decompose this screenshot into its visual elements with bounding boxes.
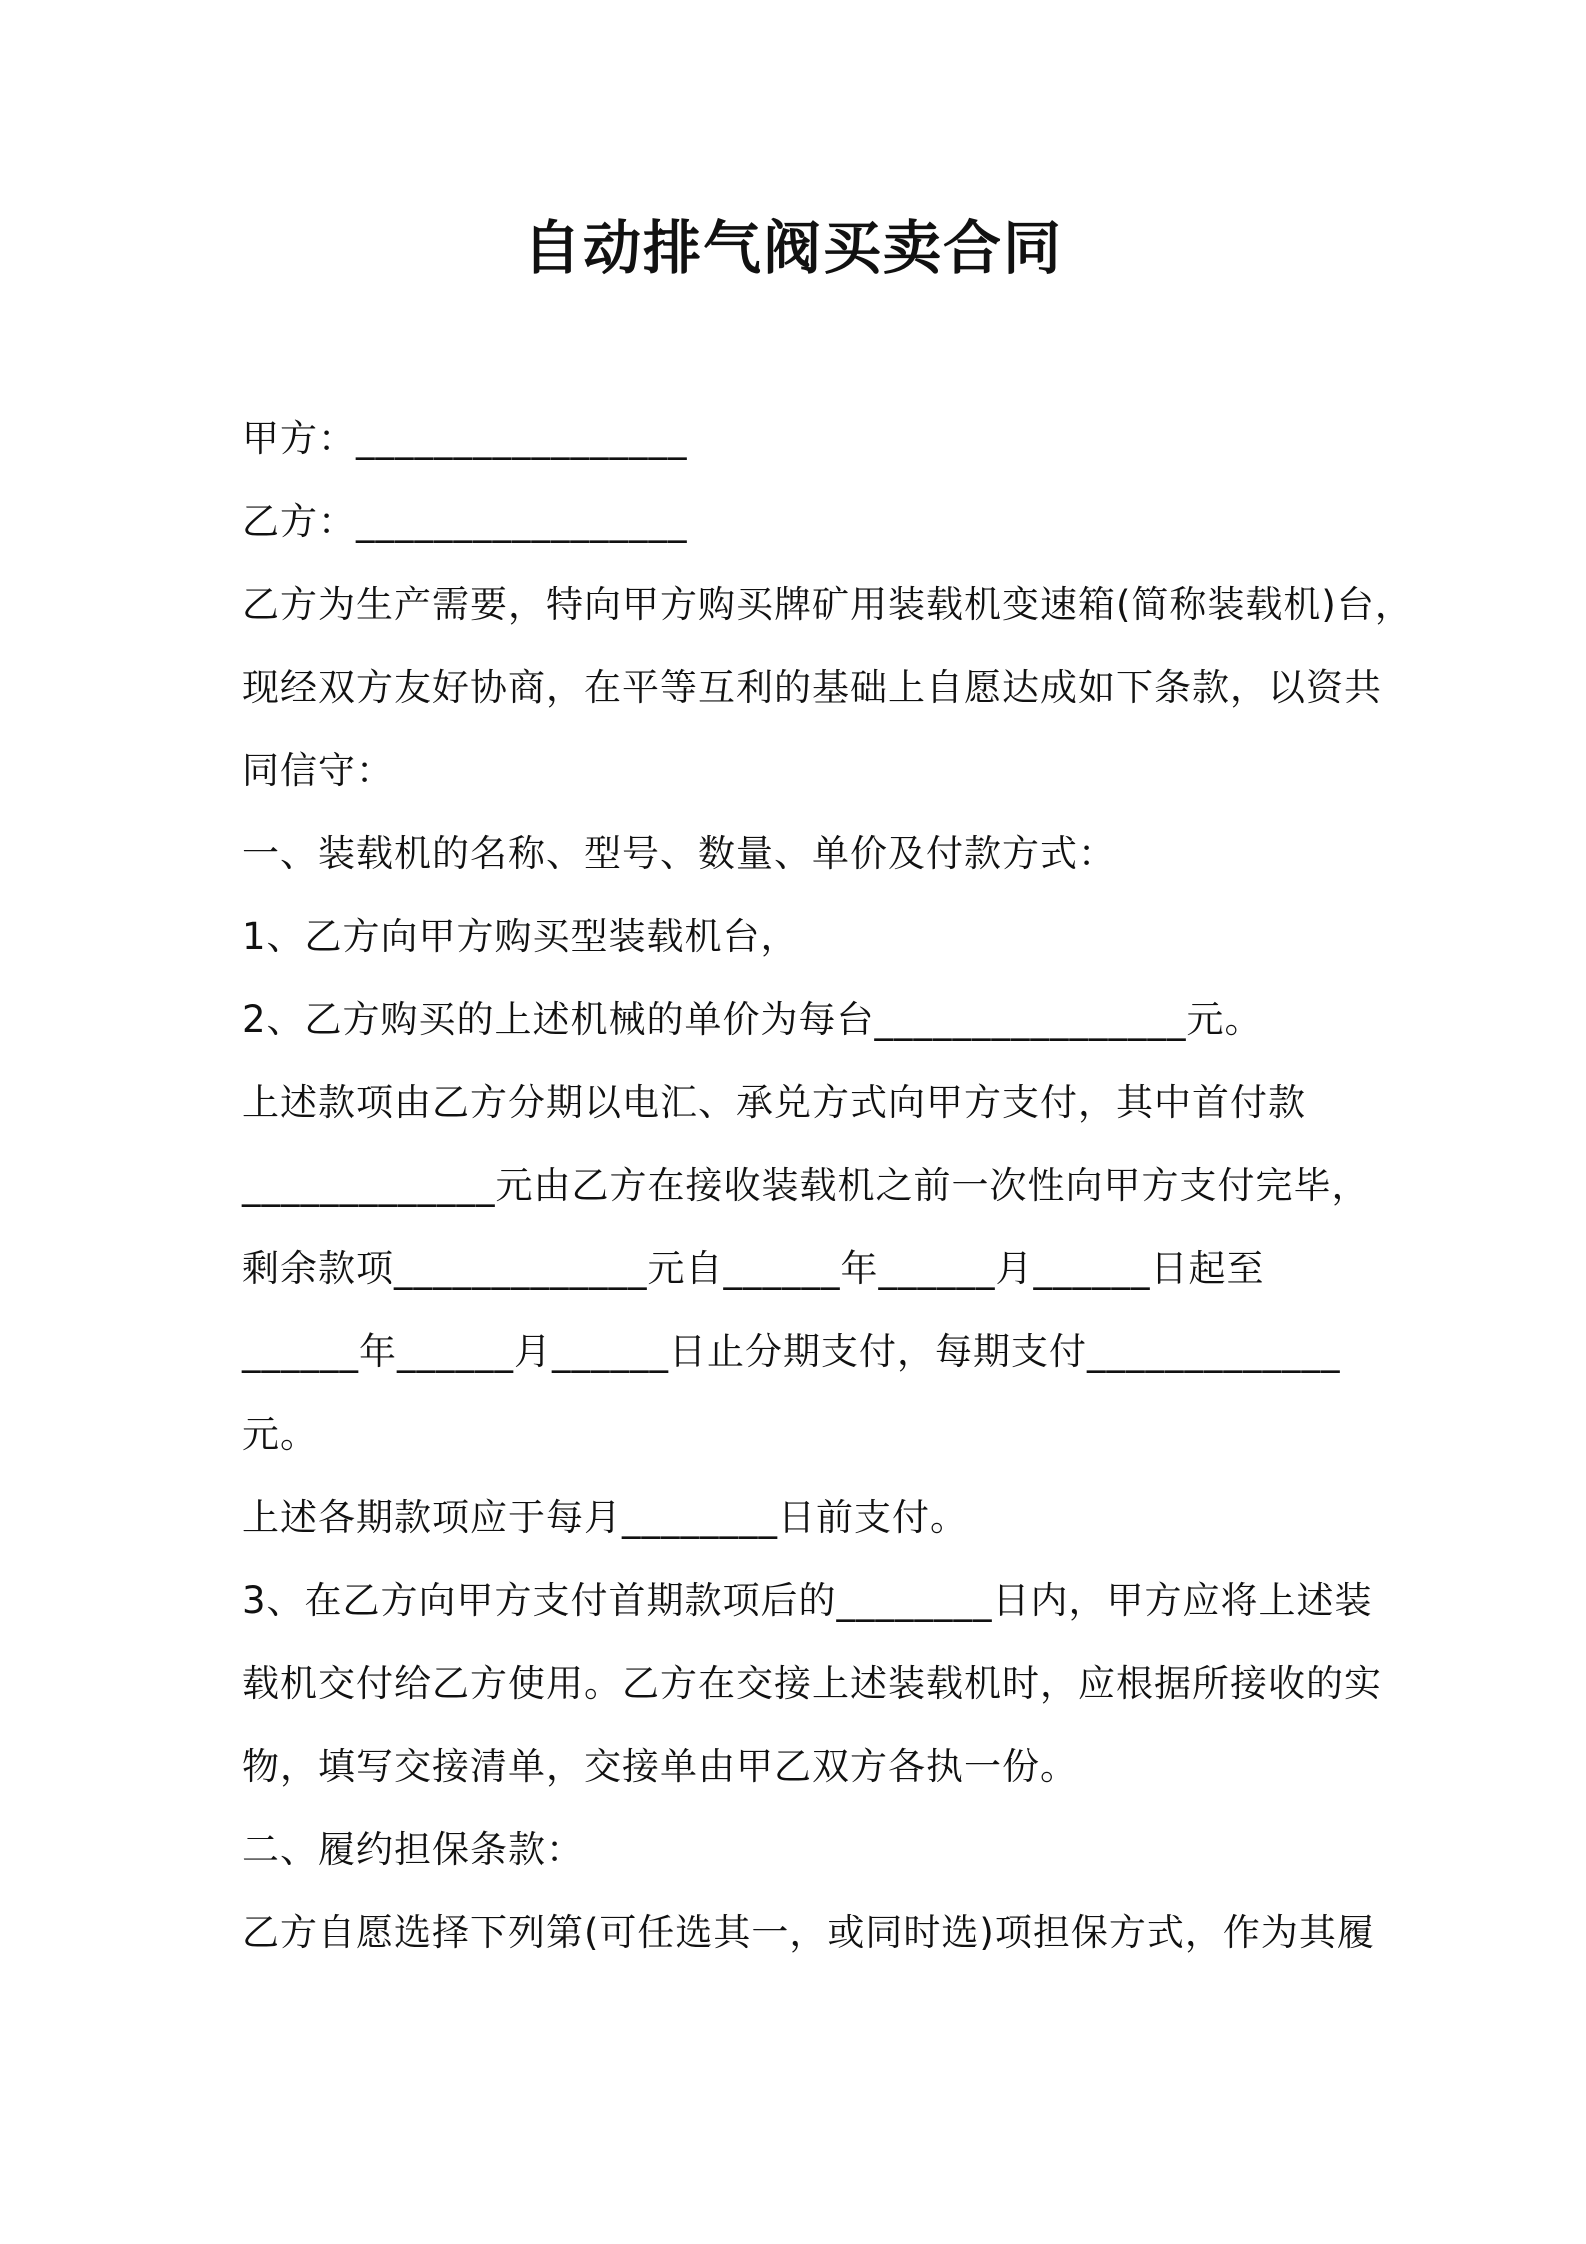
section-2-line-1: 乙方自愿选择下列第(可任选其一，或同时选)项担保方式，作为其履 [242, 1911, 1375, 1954]
payment-line-5: 元。 [242, 1413, 318, 1456]
preamble-line-3: 同信守： [242, 749, 394, 792]
clause-1-2: 2、乙方购买的上述机械的单价为每台________________元。 [242, 998, 1263, 1041]
preamble-line-1: 乙方为生产需要，特向甲方购买牌矿用装载机变速箱(简称装载机)台， [242, 583, 1413, 626]
document-body [242, 397, 1413, 1974]
payment-line-4: ______年______月______日止分期支付，每期支付_____________ [242, 1330, 1341, 1373]
payment-line-3: 剩余款项_____________元自______年______月______日起至 [242, 1247, 1265, 1290]
document-title: 自动排气阀买卖合同 [522, 214, 1063, 282]
clause-1-1: 1、乙方向甲方购买型装载机台， [242, 915, 799, 958]
payment-due-line: 上述各期款项应于每月________日前支付。 [242, 1496, 968, 1539]
party-a-line: 甲方：_________________ [242, 417, 688, 460]
party-b-line: 乙方：_________________ [242, 500, 688, 543]
clause-1-3-line-2: 载机交付给乙方使用。乙方在交接上述装载机时，应根据所接收的实 [242, 1662, 1382, 1705]
preamble-line-2: 现经双方友好协商，在平等互利的基础上自愿达成如下条款，以资共 [242, 666, 1382, 709]
section-1-heading: 一、装载机的名称、型号、数量、单价及付款方式： [242, 832, 1116, 875]
payment-line-1: 上述款项由乙方分期以电汇、承兑方式向甲方支付，其中首付款 [242, 1081, 1306, 1124]
payment-line-2: _____________元由乙方在接收装载机之前一次性向甲方支付完毕， [242, 1164, 1370, 1207]
section-2-heading: 二、履约担保条款： [242, 1828, 584, 1871]
clause-1-3-line-3: 物，填写交接清单，交接单由甲乙双方各执一份。 [242, 1745, 1078, 1788]
clause-1-3-line-1: 3、在乙方向甲方支付首期款项后的________日内，甲方应将上述装 [242, 1579, 1373, 1622]
